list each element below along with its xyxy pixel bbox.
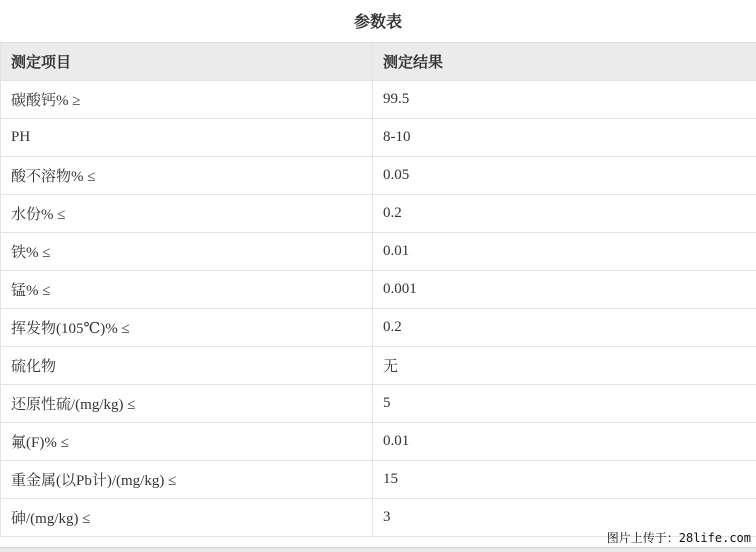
result-cell: 0.001 bbox=[373, 271, 756, 309]
item-cell: 硫化物 bbox=[1, 347, 373, 385]
result-cell: 0.2 bbox=[373, 309, 756, 347]
table-row bbox=[1, 385, 756, 423]
result-cell: 无 bbox=[373, 347, 756, 385]
table-row bbox=[1, 195, 756, 233]
table-body bbox=[1, 81, 756, 537]
result-cell: 8-10 bbox=[373, 119, 756, 157]
header-cell-result: 测定结果 bbox=[373, 43, 756, 81]
item-cell: 水份% ≤ bbox=[1, 195, 373, 233]
result-cell: 15 bbox=[373, 461, 756, 499]
table-row bbox=[1, 157, 756, 195]
table-row bbox=[1, 423, 756, 461]
table-row bbox=[1, 347, 756, 385]
header-cell-item: 测定项目 bbox=[1, 43, 373, 81]
table-row bbox=[1, 309, 756, 347]
result-cell: 0.01 bbox=[373, 233, 756, 271]
table-header bbox=[1, 43, 756, 81]
item-cell: 碳酸钙% ≥ bbox=[1, 81, 373, 119]
table-row bbox=[1, 461, 756, 499]
item-cell: 酸不溶物% ≤ bbox=[1, 157, 373, 195]
item-cell: PH bbox=[1, 119, 373, 157]
table-row bbox=[1, 119, 756, 157]
item-cell: 重金属(以Pb计)/(mg/kg) ≤ bbox=[1, 461, 373, 499]
item-cell: 铁% ≤ bbox=[1, 233, 373, 271]
item-cell: 锰% ≤ bbox=[1, 271, 373, 309]
item-cell: 砷/(mg/kg) ≤ bbox=[1, 499, 373, 537]
watermark-text: 图片上传于：28life.com bbox=[606, 531, 751, 545]
result-cell: 0.2 bbox=[373, 195, 756, 233]
parameters-table bbox=[0, 42, 756, 537]
table-row bbox=[1, 233, 756, 271]
item-cell: 还原性硫/(mg/kg) ≤ bbox=[1, 385, 373, 423]
next-section-partial-bar bbox=[0, 547, 756, 552]
page-title: 参数表 bbox=[353, 14, 402, 31]
result-cell: 5 bbox=[373, 385, 756, 423]
table-row bbox=[1, 81, 756, 119]
result-cell: 99.5 bbox=[373, 81, 756, 119]
result-cell: 0.05 bbox=[373, 157, 756, 195]
item-cell: 挥发物(105℃)% ≤ bbox=[1, 309, 373, 347]
table-row bbox=[1, 271, 756, 309]
result-cell: 3 bbox=[373, 499, 756, 537]
item-cell: 氟(F)% ≤ bbox=[1, 423, 373, 461]
header-row bbox=[1, 43, 756, 81]
result-cell: 0.01 bbox=[373, 423, 756, 461]
